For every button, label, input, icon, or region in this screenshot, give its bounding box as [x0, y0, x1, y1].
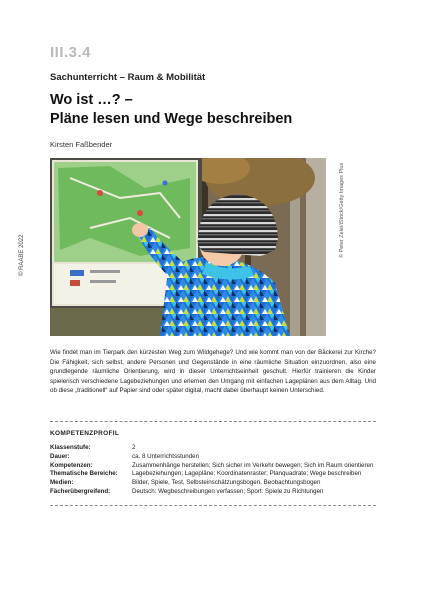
profile-value: 2	[132, 444, 136, 451]
copyright-note: © RAABE 2022	[19, 234, 25, 276]
profile-label: Medien:	[50, 479, 74, 487]
profile-label: Fächerübergreifend:	[50, 487, 111, 495]
profile-value: Deutsch: Wegbeschreibungen verfassen; Sport: Spiele zu Richtungen	[132, 487, 324, 495]
profile-row-cross-curricular	[50, 488, 376, 497]
profile-value: Zusammenhänge herstellen; Sich sicher im Verkehr bewegen; Sich im Raum orientieren	[132, 461, 374, 469]
cover-photo	[50, 158, 326, 336]
title-line-2: Pläne lesen und Wege beschreiben	[50, 111, 293, 127]
section-code: III.3.4	[50, 44, 92, 61]
profile-row-topics	[50, 470, 376, 479]
profile-label: Thematische Bereiche:	[50, 470, 118, 478]
profile-heading: KOMPETENZPROFIL	[50, 430, 120, 437]
author: Kirsten Faßbender	[50, 140, 113, 149]
profile-value: ca. 8 Unterrichtsstunden	[132, 452, 200, 460]
profile-value: Lagebeziehungen; Lagepläne; Koordinatenraster; Planquadrate; Wege beschreiben	[132, 470, 362, 478]
photo-credit: © Peter Zelei/iStock/Getty Images Plus	[339, 162, 345, 258]
title-line-1: Wo ist …? –	[50, 92, 133, 108]
profile-row-duration	[50, 453, 376, 462]
competence-profile	[50, 421, 376, 506]
page-title	[50, 91, 370, 129]
profile-label: Kompetenzen:	[50, 461, 93, 469]
profile-label: Dauer:	[50, 452, 70, 460]
profile-row-competences	[50, 462, 376, 471]
profile-value: Bilder, Spiele, Test, Selbsteinschätzungsbogen, Beobachtungsbogen	[132, 479, 321, 487]
profile-label: Klassenstufe:	[50, 444, 91, 451]
intro-paragraph: Wie findet man im Tierpark den kürzesten Weg zum Wildgehege? Und wie kommt man von der Bäckerei zur Kirche? Die Fähigkeit, sich selbst, andere Personen und Gegenstände in eine räumliche Situation einzuordnen, also eine grundlegende räumliche Orientierung, wird in dieser Unterrichtseinheit geschult. Hierfür trainieren die Kinder spielerisch verschiedene Lagebeziehungen und erlernen den Umgang mit einfachen Lageplänen aus dem Alltag. Und ob diese „traditionell“ auf Papier sind oder später digital, macht dabei überhaupt keinen Unterschied.	[50, 349, 376, 395]
profile-row-media	[50, 479, 376, 488]
profile-row-grade	[50, 444, 376, 453]
subject-line: Sachunterricht – Raum & Mobilität	[50, 72, 206, 83]
child-reading-map-image	[50, 158, 326, 336]
